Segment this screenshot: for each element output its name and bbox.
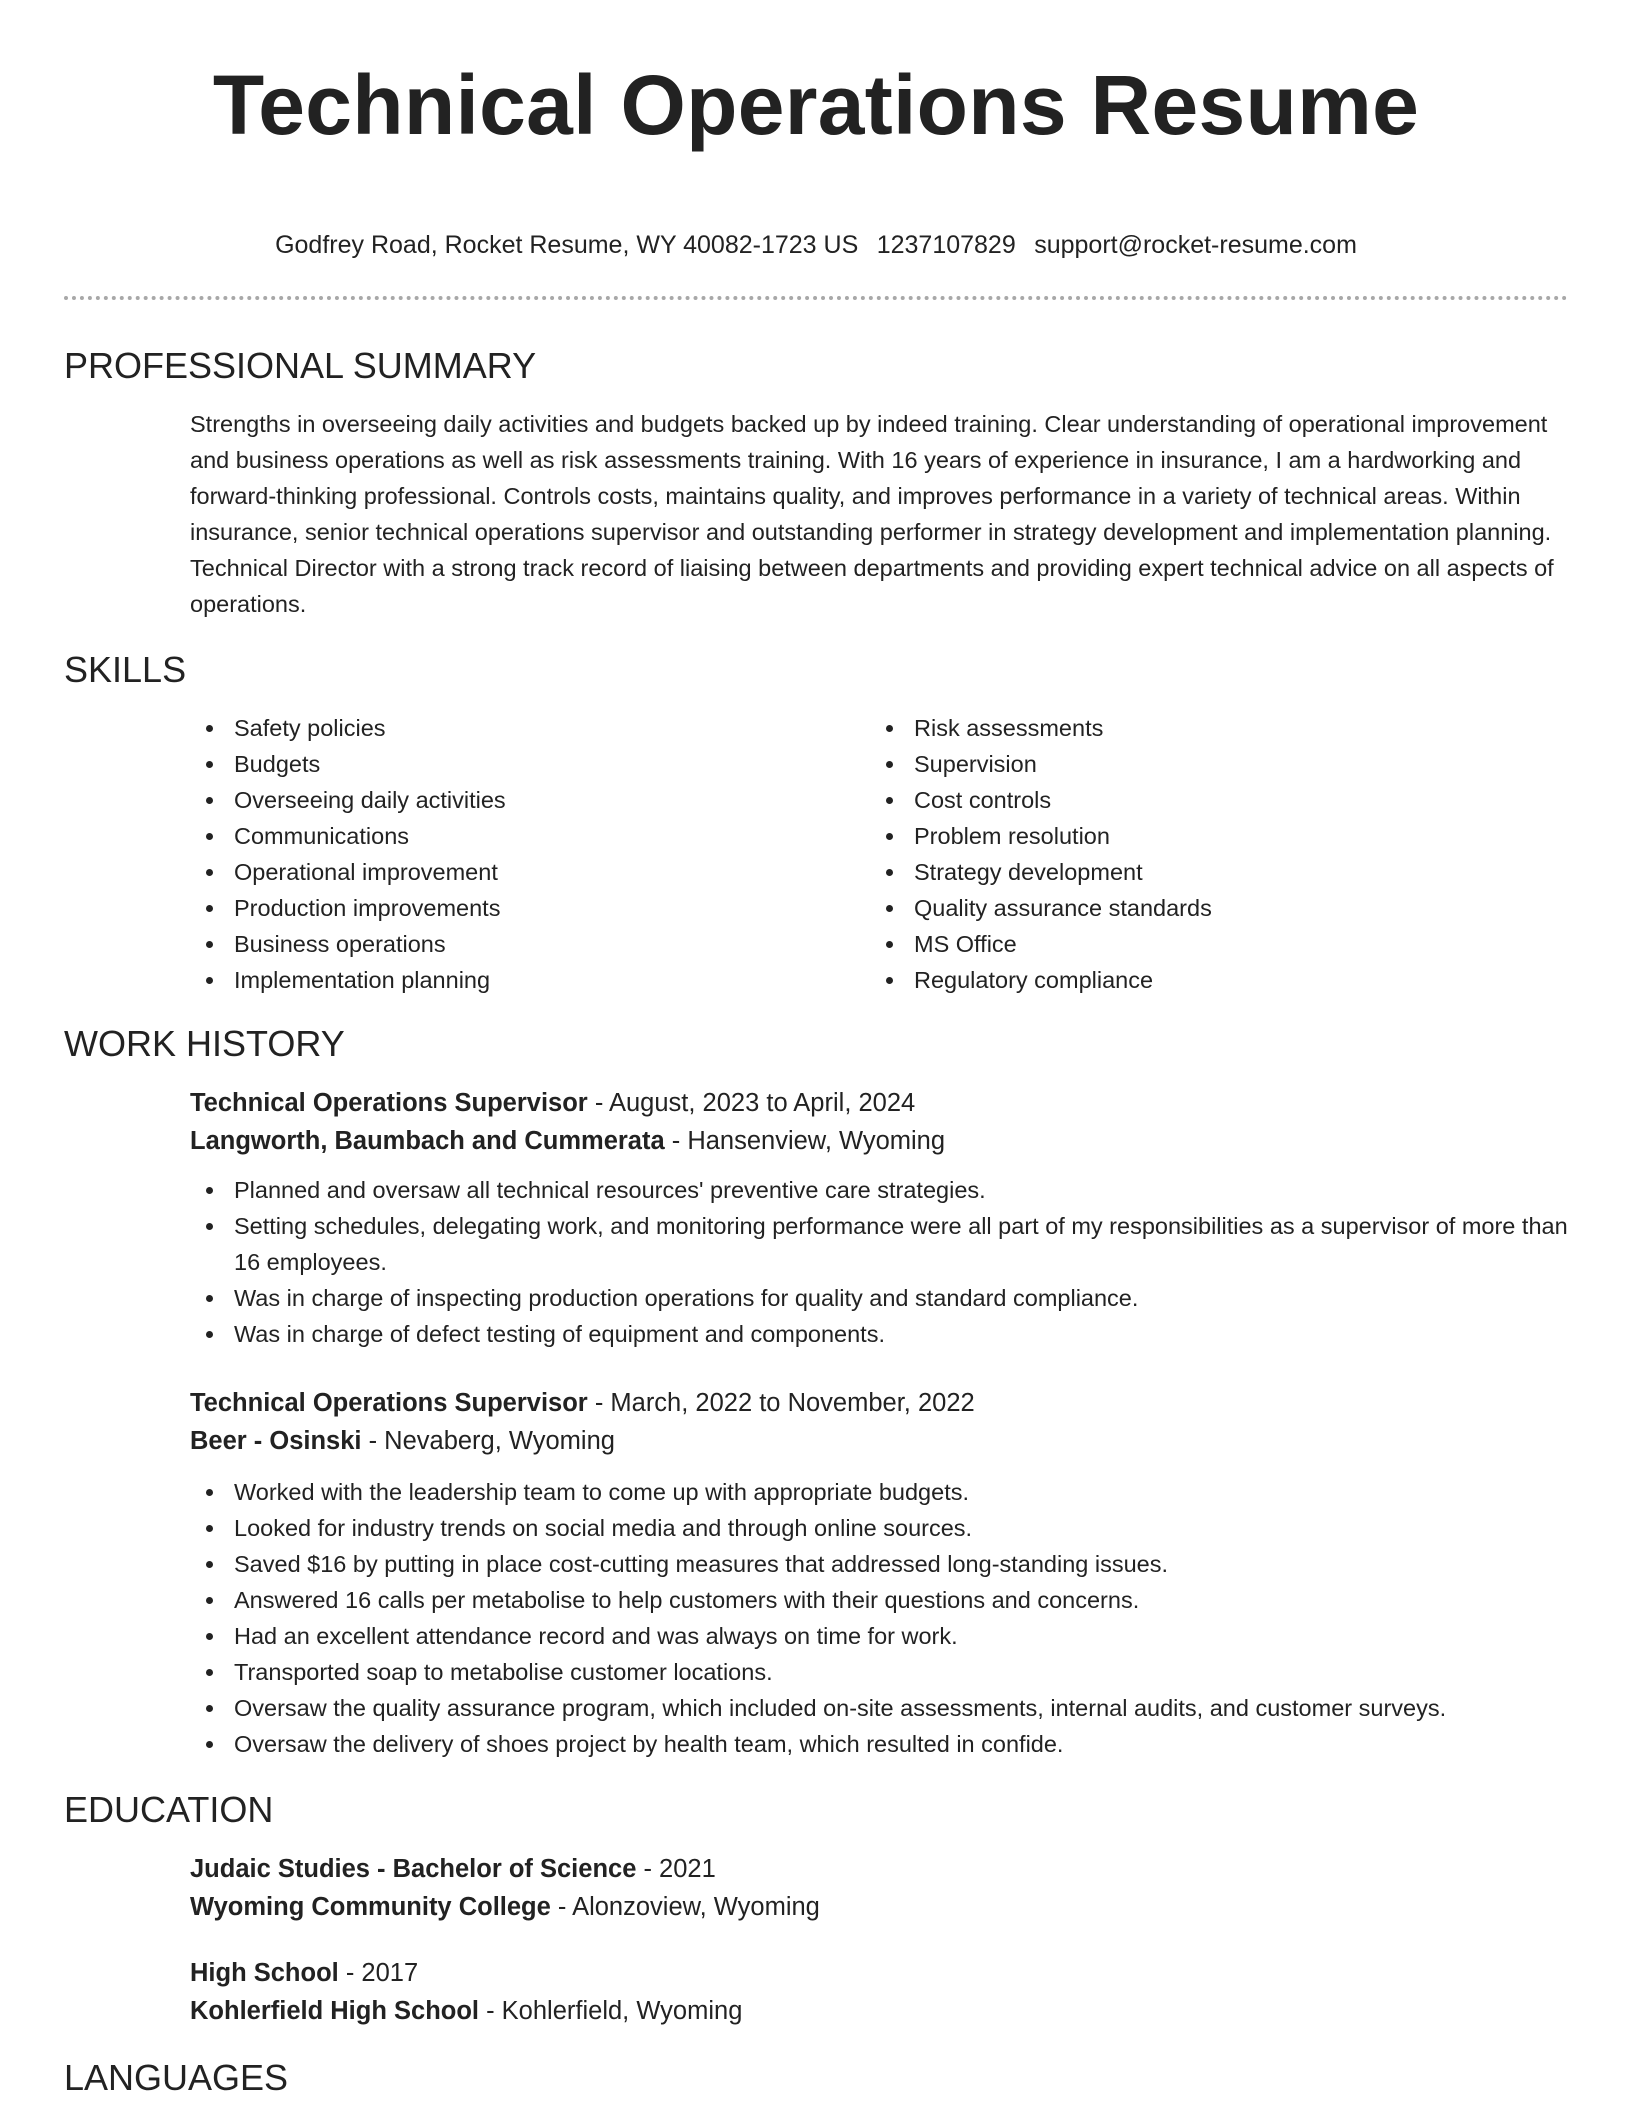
- job-dates: - August, 2023 to April, 2024: [587, 1089, 916, 1117]
- job-duty: Oversaw the delivery of shoes project by health team, which resulted in confide.: [190, 1726, 1568, 1762]
- education-degree-line: [190, 1954, 1568, 1992]
- education-heading: EDUCATION: [64, 1789, 274, 1830]
- resume-title: Technical Operations Resume: [212, 58, 1420, 152]
- job-duties: [190, 1172, 1568, 1352]
- skill-item: Safety policies: [190, 710, 870, 746]
- job-company-line: [190, 1122, 1568, 1160]
- education-school-line: [190, 1888, 1568, 1926]
- header-divider: [64, 296, 1568, 300]
- skill-item: Overseeing daily activities: [190, 782, 870, 818]
- education-degree: Judaic Studies - Bachelor of Science: [190, 1855, 637, 1883]
- skill-item: Supervision: [870, 746, 1550, 782]
- job-duty: Looked for industry trends on social media and through online sources.: [190, 1510, 1568, 1546]
- skill-item: Business operations: [190, 926, 870, 962]
- education-year: - 2017: [338, 1959, 419, 1987]
- skill-item: Cost controls: [870, 782, 1550, 818]
- skill-item: Production improvements: [190, 890, 870, 926]
- job-company: Langworth, Baumbach and Cummerata: [190, 1127, 665, 1155]
- work-history-heading: WORK HISTORY: [64, 1023, 345, 1064]
- skill-item: MS Office: [870, 926, 1550, 962]
- job-duty: Was in charge of defect testing of equipment and components.: [190, 1316, 1568, 1352]
- education-school: Kohlerfield High School: [190, 1997, 480, 2025]
- education-school-line: [190, 1992, 1568, 2030]
- skill-item: Regulatory compliance: [870, 962, 1550, 998]
- job-duty: Had an excellent attendance record and was always on time for work.: [190, 1618, 1568, 1654]
- job-entry: [64, 1084, 1568, 1352]
- skill-item: Strategy development: [870, 854, 1550, 890]
- skills-list: [64, 710, 1568, 998]
- job-duty: Planned and oversaw all technical resources' preventive care strategies.: [190, 1172, 1568, 1208]
- education-year: - 2021: [636, 1855, 716, 1883]
- contact-email: support@rocket-resume.com: [1034, 231, 1357, 259]
- job-duty: Worked with the leadership team to come up with appropriate budgets.: [190, 1474, 1568, 1510]
- job-role: Technical Operations Supervisor: [190, 1089, 588, 1117]
- job-company-line: [190, 1422, 1568, 1460]
- contact-line: [64, 230, 1568, 260]
- job-dates: - March, 2022 to November, 2022: [587, 1389, 975, 1417]
- skill-item: Operational improvement: [190, 854, 870, 890]
- skill-item: Risk assessments: [870, 710, 1550, 746]
- summary-text: Strengths in overseeing daily activities and budgets backed up by indeed training. Clear understanding of operational improvement and business operations as well as risk assessments training. With 16 years of experience in insurance, I am a hardworking and forward-thinking professional. Controls costs, maintains quality, and improves performance in a variety of technical areas. Within insurance, senior technical operations supervisor and outstanding performer in strategy development and implementation planning. Technical Director with a strong track record of liaising between departments and providing expert technical advice on all aspects of operations.: [190, 411, 1554, 617]
- education-degree: High School: [190, 1959, 339, 1987]
- job-duty: Oversaw the quality assurance program, which included on-site assessments, internal audits, and customer surveys.: [190, 1690, 1568, 1726]
- job-company: Beer - Osinski: [190, 1427, 362, 1455]
- skills-heading: SKILLS: [64, 649, 187, 690]
- job-location: - Hansenview, Wyoming: [664, 1127, 946, 1155]
- education-location: - Kohlerfield, Wyoming: [479, 1997, 743, 2025]
- skill-item: Problem resolution: [870, 818, 1550, 854]
- summary-block: [64, 406, 1568, 622]
- education-degree-line: [190, 1850, 1568, 1888]
- languages-heading: LANGUAGES: [64, 2057, 289, 2098]
- education-entry: [64, 1850, 1568, 1926]
- job-duties: [190, 1474, 1568, 1762]
- education-location: - Alonzoview, Wyoming: [550, 1893, 820, 1921]
- job-title-line: [190, 1084, 1568, 1122]
- job-duty: Saved $16 by putting in place cost-cutting measures that addressed long-standing issues.: [190, 1546, 1568, 1582]
- summary-heading: PROFESSIONAL SUMMARY: [64, 345, 537, 386]
- skills-column-right: [870, 710, 1550, 998]
- education-school: Wyoming Community College: [190, 1893, 551, 1921]
- skill-item: Quality assurance standards: [870, 890, 1550, 926]
- skill-item: Implementation planning: [190, 962, 870, 998]
- job-duty: Was in charge of inspecting production operations for quality and standard compliance.: [190, 1280, 1568, 1316]
- skills-column-left: [190, 710, 870, 998]
- skill-item: Communications: [190, 818, 870, 854]
- contact-phone: 1237107829: [876, 231, 1016, 259]
- job-duty: Transported soap to metabolise customer locations.: [190, 1654, 1568, 1690]
- job-title-line: [190, 1384, 1568, 1422]
- job-location: - Nevaberg, Wyoming: [361, 1427, 615, 1455]
- job-entry: [64, 1384, 1568, 1762]
- education-entry: [64, 1954, 1568, 2030]
- job-duty: Setting schedules, delegating work, and monitoring performance were all part of my responsibilities as a supervisor of more than 16 employees.: [190, 1208, 1568, 1280]
- job-role: Technical Operations Supervisor: [190, 1389, 588, 1417]
- contact-address: Godfrey Road, Rocket Resume, WY 40082-1723 US: [275, 231, 859, 259]
- skill-item: Budgets: [190, 746, 870, 782]
- job-duty: Answered 16 calls per metabolise to help customers with their questions and concerns.: [190, 1582, 1568, 1618]
